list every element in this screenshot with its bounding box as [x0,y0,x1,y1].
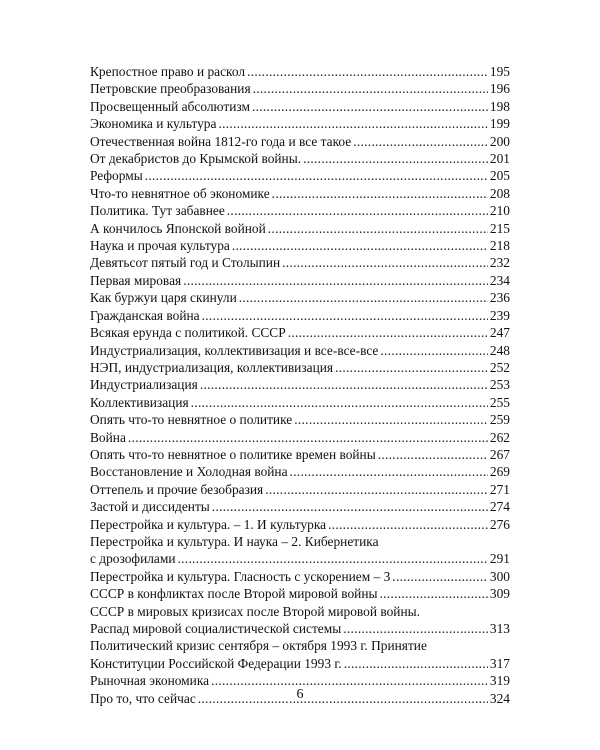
toc-entry-page: 259 [489,412,510,428]
toc-entry-page: 198 [489,98,510,114]
toc-entry [90,80,510,97]
toc-entry-title: Реформы [90,168,143,184]
toc-entry-page: 313 [489,621,510,636]
toc-entry-title: Оттепель и прочие безобразия [90,481,264,497]
toc-entry-title: Рыночная экономика [90,673,210,689]
toc-entry-title: Конституции Российской Федерации 1993 г. [90,655,342,671]
toc-entry [90,637,510,672]
toc-entry-page: 210 [489,203,510,219]
dot-leader [335,359,488,376]
toc-entry-page: 276 [489,516,510,532]
toc-entry-title: От декабристов до Крымской войны. [90,151,302,167]
toc-entry [90,63,510,80]
toc-entry-title: Отечественная война 1812-го года и все такое [90,133,352,149]
toc-entry-title: Экономика и культура [90,116,217,132]
toc-entry-title: Про то, что сейчас [90,690,196,706]
toc-entry [90,307,510,324]
dot-leader [268,220,488,237]
toc-entry-title: СССР в конфликтах после Второй мировой войны [90,586,378,602]
toc-entry-page: 252 [489,359,510,375]
toc-entry-page: 317 [489,655,510,671]
dot-leader [247,63,488,80]
toc-entry-title: А кончилось Японской войной [90,220,266,236]
dot-leader [294,411,488,428]
page-number: 6 [296,687,304,702]
toc-entry [90,585,510,602]
toc-entry-page: 309 [489,586,510,602]
toc-entry-page: 255 [489,394,510,410]
toc-entry-page: 247 [489,325,510,341]
toc-entry-page: 234 [489,272,510,288]
dot-leader [227,202,488,219]
dot-leader [282,254,488,271]
toc-entry [90,533,510,568]
toc-entry-title: Политика. Тут забавнее [90,203,225,219]
toc-entry [90,150,510,167]
dot-leader [218,115,487,132]
toc-entry-title: Всякая ерунда с политикой. СССР [90,325,286,341]
toc-entry-page: 274 [489,499,510,515]
toc-entry-title: Как буржуи царя скинули [90,290,237,306]
dot-leader [253,80,488,97]
toc-entry-page: 200 [489,133,510,149]
toc-entry-title: Распад мировой социалистической системы [90,621,342,636]
toc-entry-title: Опять что-то невнятное о политике [90,412,293,428]
toc-entry [90,220,510,237]
toc-entry-page: 300 [489,568,510,584]
toc-entry-page: 215 [489,220,510,236]
toc-entry [90,411,510,428]
toc-entry-title: Просвещенный абсолютизм [90,98,250,114]
toc-entry-title: Девятьсот пятый год и Столыпин [90,255,281,271]
toc-entry-page: 232 [489,255,510,271]
toc-entry [90,429,510,446]
toc-entry-page: 199 [489,116,510,132]
toc-entry-title: Застой и диссиденты [90,499,210,515]
toc-entry-title: Что-то невнятное об экономике [90,185,270,201]
table-of-contents [90,63,510,707]
toc-entry [90,254,510,271]
toc-entry-page: 319 [489,673,510,689]
dot-leader [202,307,488,324]
dot-leader [380,342,488,359]
dot-leader [178,550,488,567]
toc-entry-page: 196 [489,81,510,97]
dot-leader [191,394,488,411]
dot-leader [128,429,488,446]
toc-entry-page: 253 [489,377,510,393]
toc-entry-title: Индустриализация, коллективизация и все-все-все [90,342,379,358]
dot-leader [265,481,488,498]
toc-entry [90,272,510,289]
toc-entry [90,324,510,341]
toc-entry [90,481,510,498]
toc-entry [90,376,510,393]
toc-entry [90,289,510,306]
toc-entry [90,446,510,463]
toc-entry-title: с дрозофилами [90,551,176,567]
toc-entry-title: Петровские преобразования [90,81,251,97]
toc-entry [90,185,510,202]
dot-leader [344,655,488,672]
toc-entry-title: Коллективизация [90,394,189,410]
toc-entry-page: 201 [489,151,510,167]
toc-entry-title: НЭП, индустриализация, коллективизация [90,359,334,375]
dot-leader [200,376,488,393]
toc-entry [90,202,510,219]
toc-entry-page: 208 [489,185,510,201]
toc-entry-title-line: СССР в мировых кризисах после Второй мировой войны. [90,603,420,619]
toc-entry [90,568,510,585]
toc-entry-page: 291 [489,551,510,567]
dot-leader [212,498,488,515]
toc-entry-title: Первая мировая [90,272,182,288]
dot-leader [353,133,488,150]
toc-entry [90,463,510,480]
toc-entry-title: Индустриализация [90,377,198,393]
toc-entry-title-line: Перестройка и культура. И наука – 2. Кибернетика [90,533,379,549]
dot-leader [252,98,488,115]
toc-entry-page: 324 [489,690,510,706]
dot-leader [343,620,488,637]
toc-entry-page: 248 [489,342,510,358]
dot-leader [290,463,488,480]
toc-entry [90,115,510,132]
toc-entry-page: 218 [489,238,510,254]
toc-entry [90,516,510,533]
toc-entry-title: Война [90,429,126,445]
dot-leader [378,446,488,463]
dot-leader [392,568,488,585]
toc-entry [90,237,510,254]
toc-entry [90,498,510,515]
dot-leader [380,585,488,602]
dot-leader [328,516,488,533]
toc-entry [90,98,510,115]
toc-entry-title: Восстановление и Холодная война [90,464,288,480]
toc-entry [90,603,510,638]
toc-entry-title-line: Политический кризис сентября – октября 1993 г. Принятие [90,638,427,654]
dot-leader [239,289,488,306]
toc-entry [90,167,510,184]
dot-leader [145,167,488,184]
toc-entry-page: 262 [489,429,510,445]
toc-entry [90,359,510,376]
dot-leader [288,324,488,341]
toc-entry-page: 195 [489,64,510,79]
toc-entry [90,342,510,359]
toc-entry-page: 239 [489,307,510,323]
toc-entry-page: 236 [489,290,510,306]
toc-entry-page: 205 [489,168,510,184]
toc-entry-title: Крепостное право и раскол [90,64,246,79]
dot-leader [232,237,488,254]
toc-entry-title: Перестройка и культура. Гласность с ускорением – 3 [90,568,391,584]
toc-entry-page: 271 [489,481,510,497]
toc-entry [90,133,510,150]
toc-entry-page: 269 [489,464,510,480]
toc-entry-page: 267 [489,446,510,462]
dot-leader [303,150,488,167]
toc-entry [90,394,510,411]
toc-entry-title: Гражданская война [90,307,200,323]
toc-entry-title: Наука и прочая культура [90,238,230,254]
toc-entry-title: Перестройка и культура. – 1. И культурка [90,516,327,532]
dot-leader [272,185,488,202]
dot-leader [183,272,488,289]
toc-entry-title: Опять что-то невнятное о политике времен войны [90,446,376,462]
